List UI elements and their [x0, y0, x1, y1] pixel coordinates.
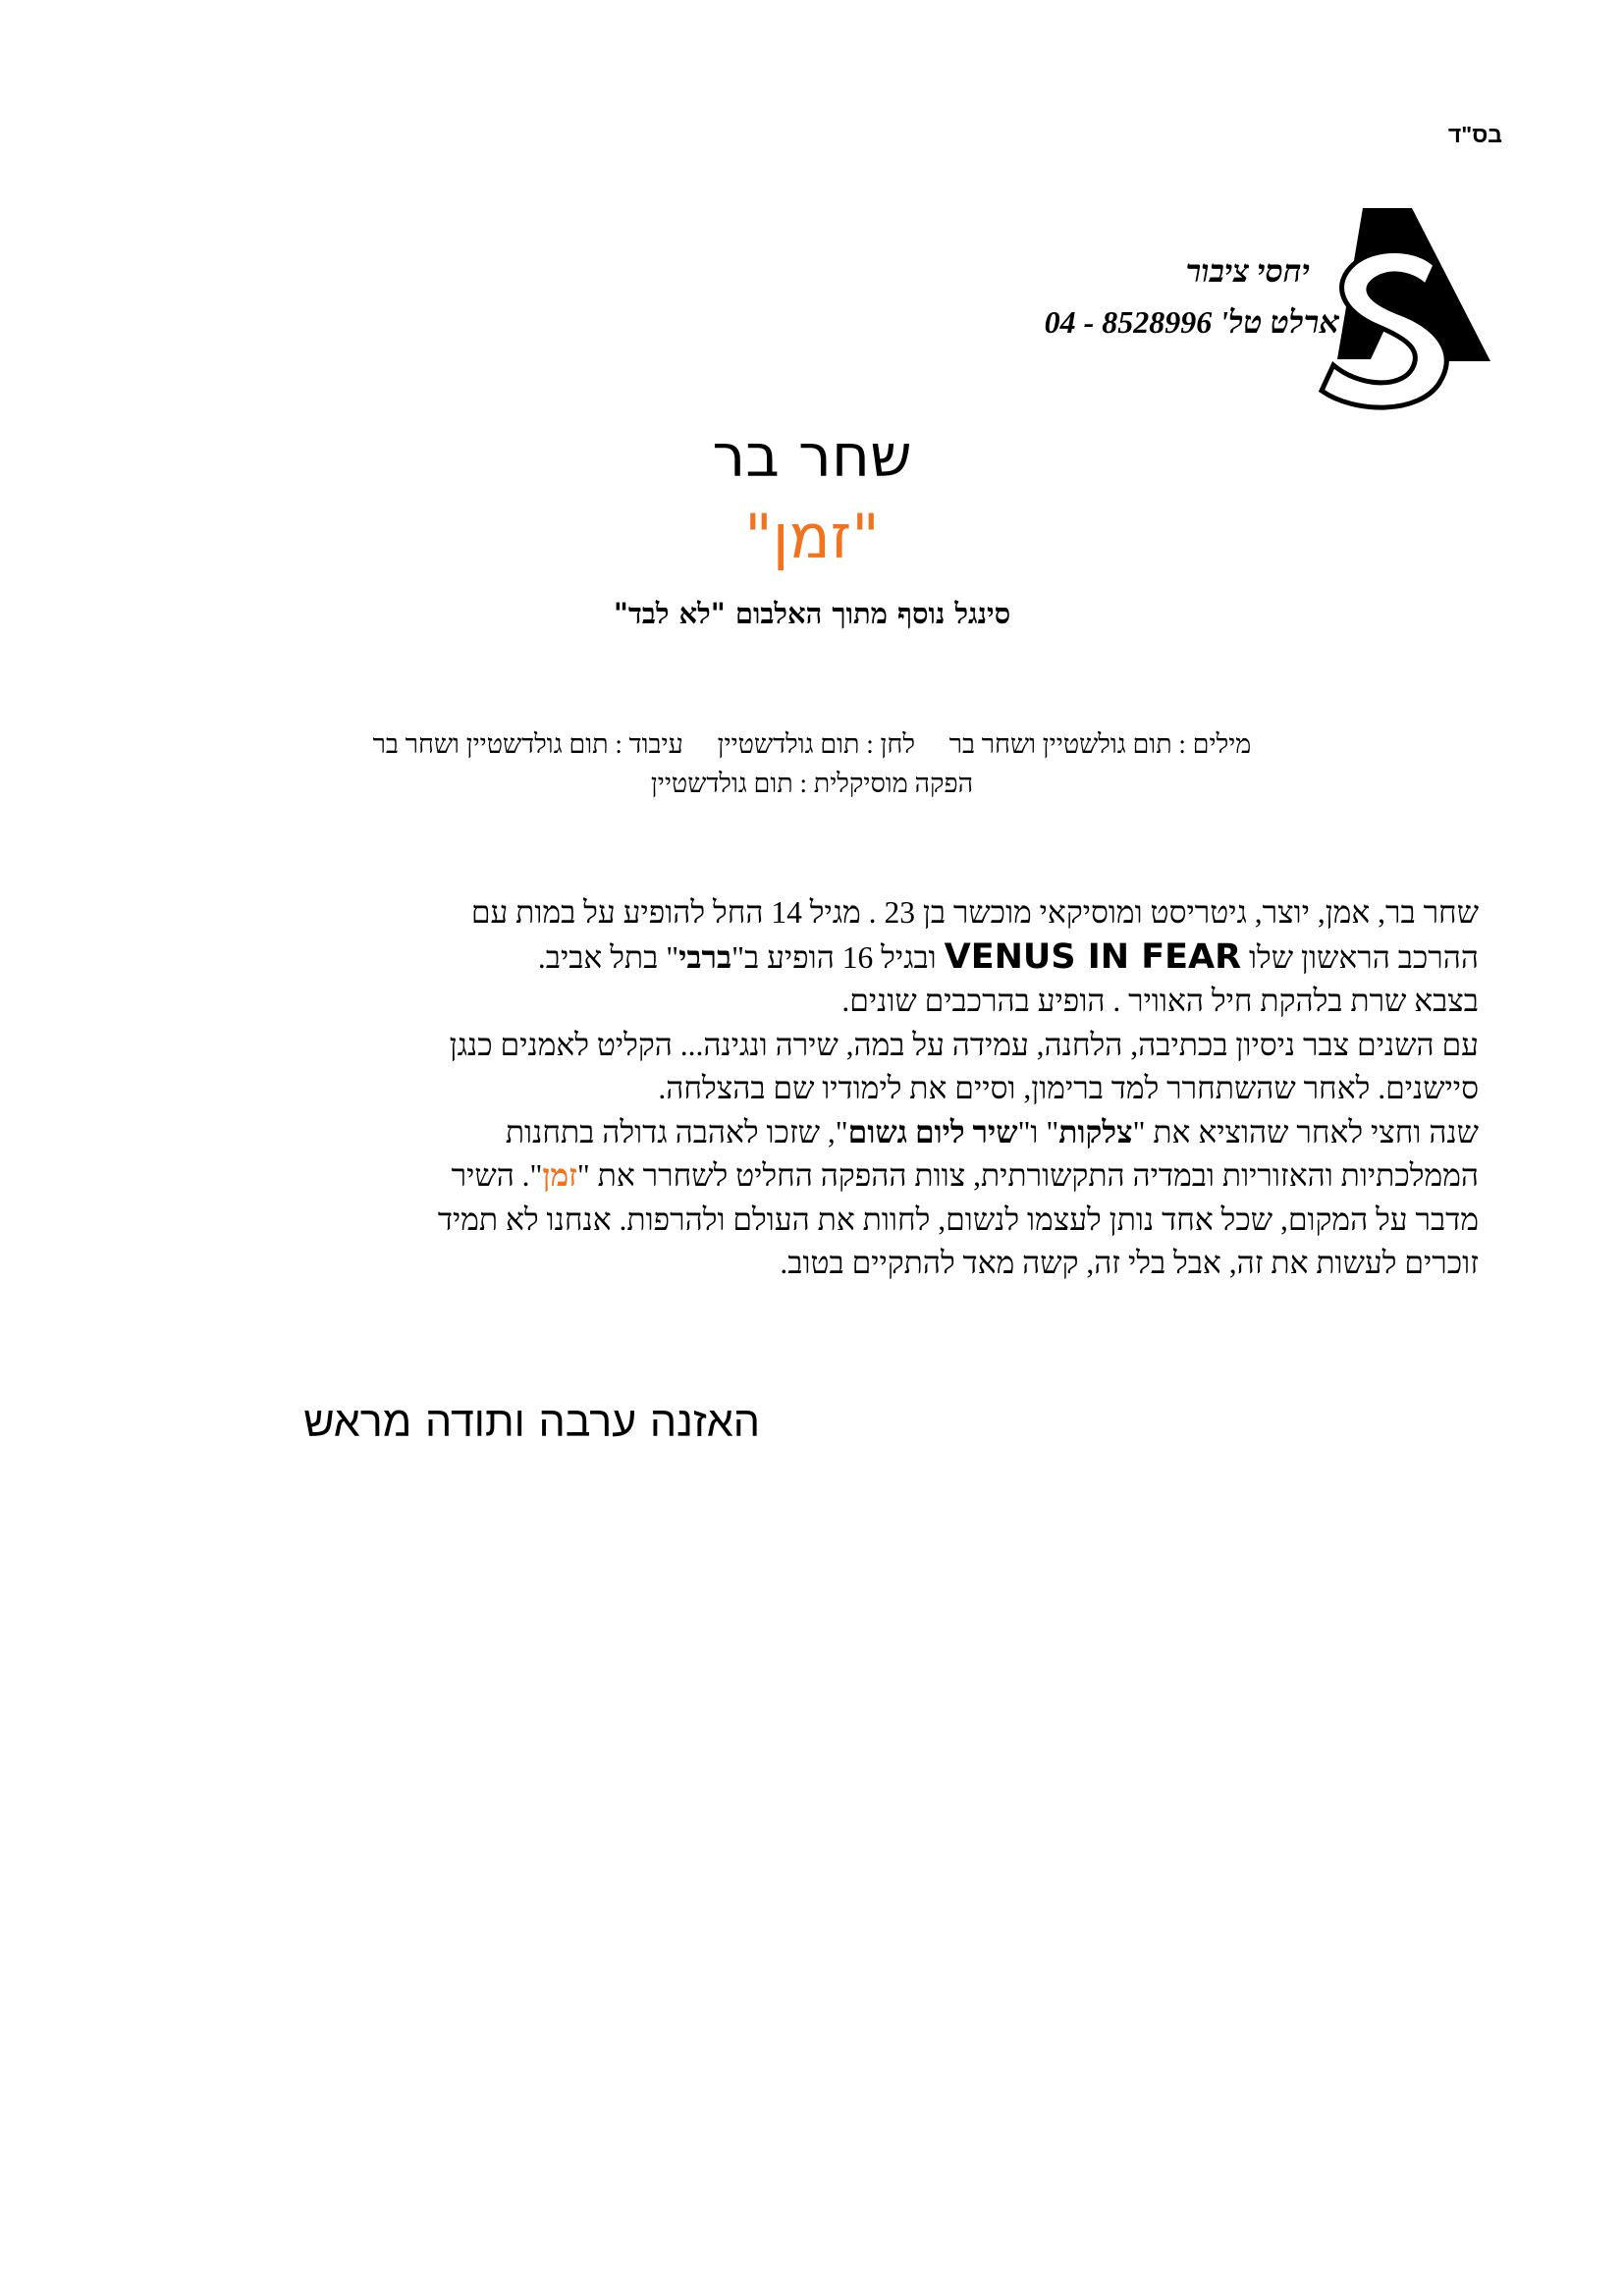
- credits-line-1: [0, 724, 1624, 764]
- song-name-2: שיר ליום גשום: [847, 1114, 1018, 1149]
- venue-name: ברבי: [678, 939, 732, 975]
- bsd-header: בס"ד: [1447, 122, 1502, 147]
- song-name-1: צלקות: [1058, 1114, 1133, 1149]
- body-line: סיישנים. לאחר שהשתחרר למד ברימון, וסיים את לימודיו שם בהצלחה.: [658, 1071, 1479, 1105]
- body-line: זוכרים לעשות את זה, אבל בלי זה, קשה מאד להתקיים בטוב.: [780, 1246, 1479, 1280]
- body-text-span: " ו": [1017, 1114, 1059, 1149]
- pr-title: יחסי ציבור: [1185, 253, 1310, 289]
- as-logo-icon: [1316, 204, 1492, 410]
- credits: [0, 724, 1624, 803]
- band-name: VENUS IN FEAR: [944, 936, 1242, 977]
- subtitle: סינגל נוסף מתוך האלבום "לא לבד": [613, 597, 1011, 630]
- body-line: בצבא שרת בלהקת חיל האוויר . הופיע בהרכבים שונים.: [841, 984, 1479, 1018]
- body-line: [124, 1111, 1479, 1155]
- body-text: [124, 891, 1479, 1286]
- pr-phone: ארלט טל' 8528996 - 04: [1044, 304, 1339, 340]
- body-text-span: " בתל אביב.: [537, 939, 679, 975]
- body-line: [124, 1154, 1479, 1199]
- body-text-span: הממלכתיות והאזוריות ובמדיה התקשורתית, צוות ההפקה החליט לשחרר את ": [576, 1158, 1479, 1193]
- body-line: עם השנים צבר ניסיון בכתיבה, הלחנה, עמידה על במה, שירה ונגינה... הקליט לאמנים כנגן: [449, 1027, 1479, 1062]
- body-text-span: ". השיר: [451, 1158, 543, 1193]
- body-text-span: ההרכב הראשון שלו: [1248, 939, 1479, 975]
- credit-lyrics: מילים : תום גולשטיין ושחר בר: [948, 729, 1252, 759]
- song-name-highlight: זמן: [542, 1158, 577, 1193]
- body-text-span: ובגיל 16 הופיע ב": [731, 939, 937, 975]
- body-line: שחר בר, אמן, יוצר, גיטריסט ומוסיקאי מוכשר בן 23 . מגיל 14 החל להופיע על במות עם: [470, 895, 1479, 930]
- body-text-span: שנה וחצי לאחר שהוציא את ": [1132, 1114, 1479, 1149]
- artist-name: שחר בר: [712, 422, 912, 491]
- credit-arrangement: עיבוד : תום גולדשטיין ושחר בר: [372, 729, 683, 759]
- body-line: [124, 935, 1479, 981]
- song-title: "זמן": [744, 501, 880, 572]
- body-line: מדבר על המקום, שכל אחד נותן לעצמו לנשום, לחוות את העולם ולהרפות. אנחנו לא תמיד: [437, 1201, 1479, 1237]
- credit-melody: לחן : תום גולדשטיין: [717, 729, 915, 759]
- credit-production: הפקה מוסיקלית : תום גולדשטיין: [650, 769, 974, 798]
- body-text-span: ", שזכו לאהבה גדולה בתחנות: [505, 1114, 848, 1149]
- closing-line: האזנה ערבה ותודה מראש: [303, 1398, 760, 1447]
